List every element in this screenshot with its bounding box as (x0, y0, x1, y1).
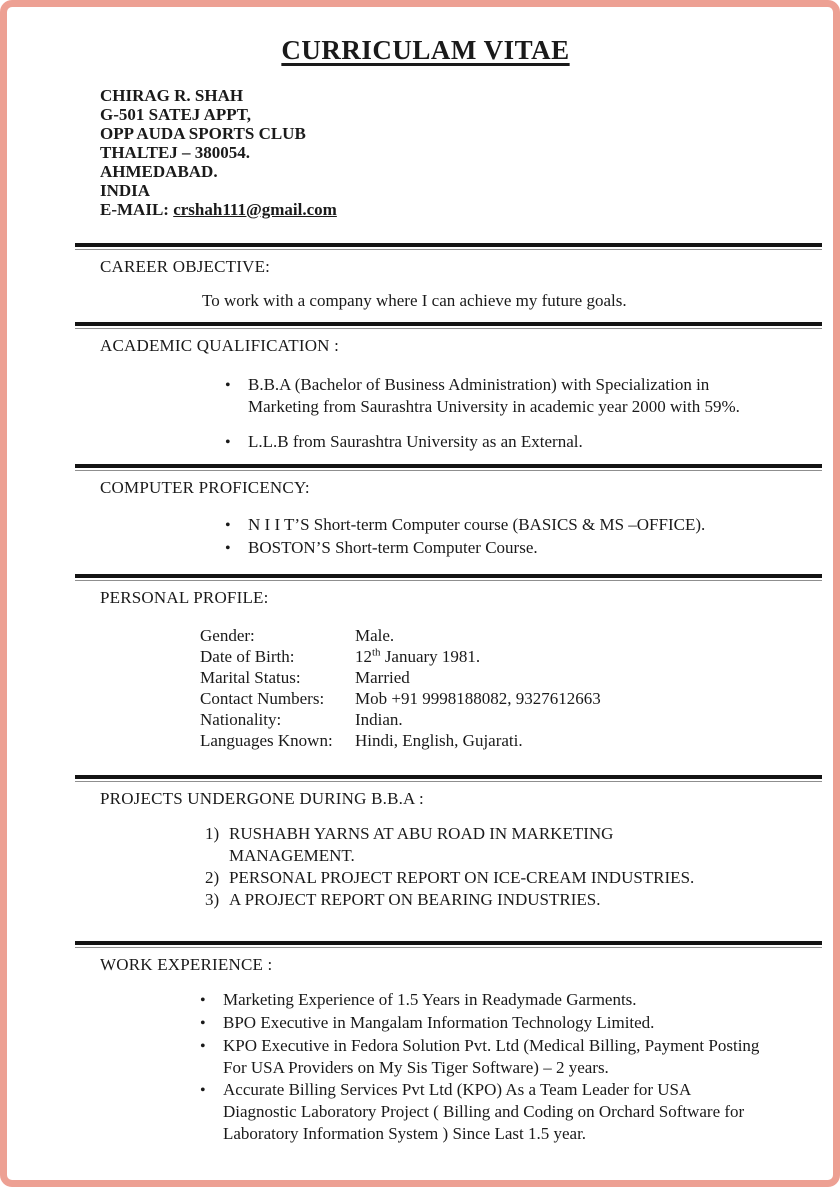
contact-name: CHIRAG R. SHAH (100, 86, 244, 105)
contact-address-line: OPP AUDA SPORTS CLUB (100, 124, 306, 143)
section-heading-computer-proficency: COMPUTER PROFICENCY: (100, 478, 310, 497)
list-item (200, 1012, 822, 1035)
work-item-text: Accurate Billing Services Pvt Ltd (KPO) As a Team Leader for USA Diagnostic Laboratory Project ( Billing and Coding on Orchard Software for Laboratory Information System ) Since Last 1.5 year. (223, 1080, 745, 1143)
project-item (205, 889, 822, 911)
academic-item-text: B.B.A (Bachelor of Business Administration) with Specialization in Marketing from Saurashtra University in academic year 2000 with 59%. (248, 375, 740, 416)
email-label: E-MAIL: (100, 200, 169, 219)
project-number: 3) (205, 890, 220, 909)
contact-address-line: THALTEJ – 380054. (100, 143, 251, 162)
profile-row-date-of-birth (200, 646, 822, 667)
work-item-text: KPO Executive in Fedora Solution Pvt. Ltd (Medical Billing, Payment Posting For USA Providers on My Sis Tiger Software) – 2 years. (223, 1036, 760, 1077)
list-item (200, 989, 822, 1012)
dob-day: 12 (355, 647, 372, 666)
profile-label: Languages Known: (200, 731, 333, 750)
project-text-line: MANAGEMENT. (229, 846, 355, 865)
profile-value: Hindi, English, Gujarati. (355, 731, 523, 750)
dob-ordinal: th (372, 646, 381, 659)
project-text (229, 823, 613, 867)
work-item-text: BPO Executive in Mangalam Information Technology Limited. (223, 1013, 655, 1032)
career-objective-text: To work with a company where I can achieve my future goals. (202, 291, 627, 310)
contact-address-line: G-501 SATEJ APPT, (100, 105, 251, 124)
contact-block (100, 86, 822, 219)
profile-label: Marital Status: (200, 668, 301, 687)
contact-address-line: INDIA (100, 181, 151, 200)
profile-value (355, 646, 822, 667)
academic-qualification-list (225, 374, 822, 454)
bullet-marker (200, 1079, 223, 1102)
section-divider (75, 574, 822, 581)
profile-value: Mob +91 9998188082, 9327612663 (355, 689, 601, 708)
profile-label: Gender: (200, 626, 255, 645)
section-divider (75, 322, 822, 329)
computer-item-text: BOSTON’S Short-term Computer Course. (248, 538, 538, 557)
section-divider (75, 775, 822, 782)
list-item (225, 431, 822, 454)
project-text (229, 867, 694, 889)
profile-label: Contact Numbers: (200, 689, 325, 708)
bullet-marker (225, 431, 248, 454)
bullet-marker (225, 537, 248, 560)
project-text-line: A PROJECT REPORT ON BEARING INDUSTRIES. (229, 890, 601, 909)
project-item (205, 867, 822, 889)
profile-label: Nationality: (200, 710, 282, 729)
list-item (225, 537, 822, 560)
section-heading-career-objective: CAREER OBJECTIVE: (100, 257, 271, 276)
list-item (200, 1079, 822, 1145)
project-text-line: PERSONAL PROJECT REPORT ON ICE-CREAM INDUSTRIES. (229, 868, 695, 887)
profile-label: Date of Birth: (200, 647, 295, 666)
list-item (200, 1035, 822, 1079)
section-divider (75, 941, 822, 948)
work-experience-list (200, 989, 822, 1145)
profile-value: Male. (355, 626, 395, 645)
project-item (205, 823, 822, 867)
academic-item-text: L.L.B from Saurashtra University as an External. (248, 432, 583, 451)
project-text (229, 889, 600, 911)
list-item (225, 514, 822, 537)
work-item-text: Marketing Experience of 1.5 Years in Readymade Garments. (223, 990, 637, 1009)
projects-list (205, 823, 822, 911)
profile-row-languages-known (200, 730, 822, 751)
computer-item-text: N I I T’S Short-term Computer course (BASICS & MS –OFFICE). (248, 515, 706, 534)
bullet-marker (200, 989, 223, 1012)
profile-row-marital-status (200, 667, 822, 688)
bullet-marker (200, 1035, 223, 1058)
computer-proficency-list (225, 514, 822, 560)
bullet-marker (225, 514, 248, 537)
personal-profile-table (200, 625, 822, 751)
profile-value: Indian. (355, 710, 403, 729)
profile-row-contact-numbers (200, 688, 822, 709)
project-text-line: RUSHABH YARNS AT ABU ROAD IN MARKETING (229, 824, 614, 843)
document-title: CURRICULAM VITAE (281, 35, 570, 65)
bullet-marker (200, 1012, 223, 1035)
profile-row-nationality (200, 709, 822, 730)
email-link[interactable]: crshah111@gmail.com (173, 200, 337, 219)
contact-email-line (100, 200, 822, 219)
dob-rest: January 1981. (384, 647, 481, 666)
project-number: 2) (205, 868, 220, 887)
bullet-marker (225, 374, 248, 397)
profile-value: Married (355, 668, 410, 687)
section-heading-work-experience: WORK EXPERIENCE : (100, 955, 273, 974)
project-number: 1) (205, 824, 220, 843)
section-heading-projects: PROJECTS UNDERGONE DURING B.B.A : (100, 789, 424, 808)
profile-row-gender (200, 625, 822, 646)
section-divider (75, 243, 822, 250)
contact-address-line: AHMEDABAD. (100, 162, 218, 181)
section-divider (75, 464, 822, 471)
section-heading-academic-qualification: ACADEMIC QUALIFICATION : (100, 336, 340, 355)
list-item (225, 374, 822, 418)
section-heading-personal-profile: PERSONAL PROFILE: (100, 588, 269, 607)
